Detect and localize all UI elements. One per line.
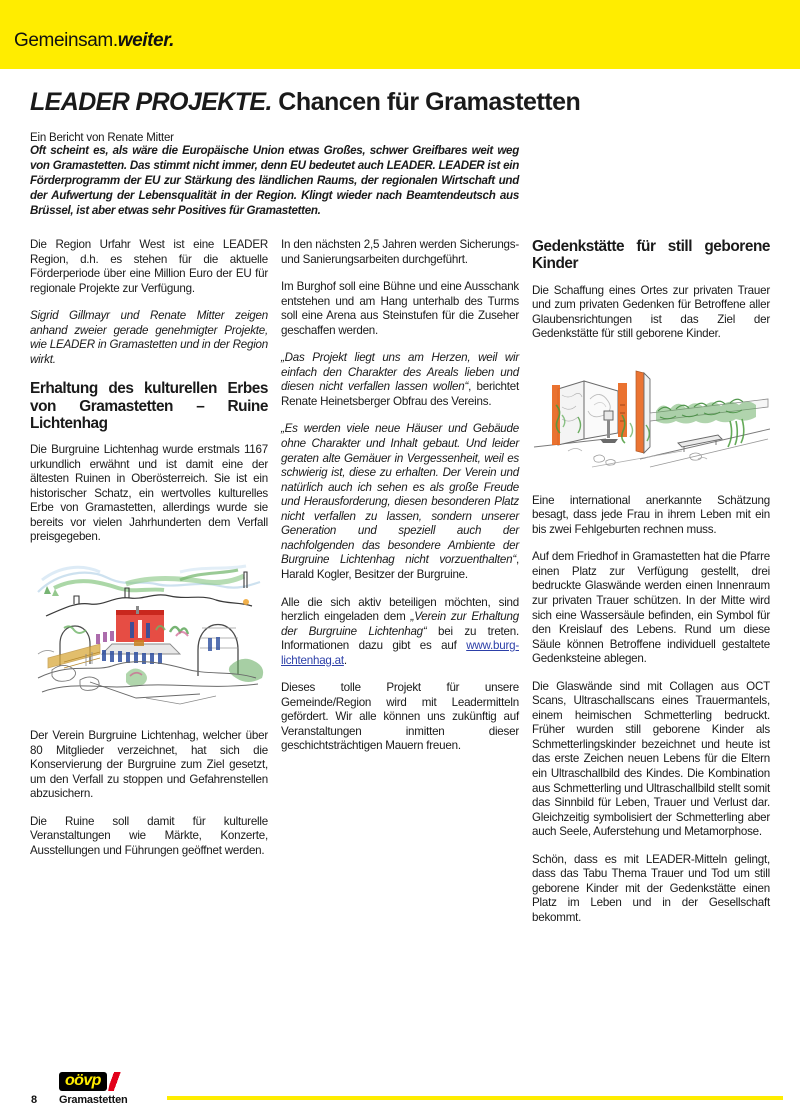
burglichtenhag-website-link[interactable]: www.burg-lichtenhag.at xyxy=(281,639,519,667)
page-content xyxy=(0,89,800,925)
c2-quote-2-attribution: , Harald Kogler, Besitzer der Burgruine. xyxy=(281,553,519,581)
c2-p3-part-a: Alle die sich aktiv beteiligen möchten, sind herzlich eingeladen dem xyxy=(281,595,519,624)
section-heading-lichtenhag: Erhaltung des kulturellen Erbes von Gramastetten – Ruine Lichtenhag xyxy=(30,380,268,432)
page-footer xyxy=(0,1066,800,1118)
page-number: 8 xyxy=(31,1094,38,1106)
masthead-claim-plain: Gemeinsam. xyxy=(14,30,118,51)
byline: Ein Bericht von Renate Mitter xyxy=(30,132,174,145)
c2-quote-1-text: „Das Projekt liegt uns am Herzen, weil wir einfach den Charakter des Areals lieben und diesen nicht verfallen lassen wollen“ xyxy=(281,351,519,394)
c3-paragraph-2: Eine international anerkannte Schätzung besagt, dass jede Frau in ihrem Leben mit ein bis zwei Fehlgeburten rechnen muss. xyxy=(532,493,770,536)
gedenkstaette-sketch-illustration xyxy=(532,355,770,481)
masthead-banner xyxy=(0,0,800,69)
c3-paragraph-3: Auf dem Friedhof in Gramastetten hat die Pfarre einen Platz zur Verfügung gestellt, drei bedruckte Glaswände werden einen Innenraum zur privaten Trauer schützen. In der Mitte wird sich eine Wassersäule befinden, ein Symbol für den Kreislauf des Lebens. Rund um diese Säule können Betroffene individuell gestaltete Gedenksteine ablegen. xyxy=(532,550,770,666)
c2-p3-association-name: „Verein zur Erhaltung der Burgruine Lichtenhag“ xyxy=(281,610,519,638)
c1-paragraph-1: Die Region Urfahr West ist eine LEADER Region, d.h. es stehen für die aktuelle Förderperiode über eine Million Euro der EU für regionale Projekte zur Verfügung. xyxy=(30,238,268,295)
c2-quote-1-attribution: , berichtet Renate Heinetsberger Obfrau des Vereins. xyxy=(281,380,519,408)
logo-box xyxy=(59,1072,107,1091)
headline-lead: LEADER PROJEKTE. xyxy=(30,88,272,116)
logo-slash-icon xyxy=(108,1072,121,1091)
section-heading-gedenkstaette: Gedenkstätte für still geborene Kinder xyxy=(532,238,770,273)
c2-quote-2 xyxy=(281,422,519,582)
c2-paragraph-2: Im Burghof soll eine Bühne und eine Ausschank entstehen und am Hang unterhalb des Turms soll eine Arena aus Steinstufen für die Zuseher geschaffen werden. xyxy=(281,280,519,337)
c3-paragraph-4: Die Glaswände sind mit Collagen aus OCT Scans, Ultraschallscans eines Trauermantels, einem heimischen Schmetterling bedruckt. Früher wurden still geborene Kinder als Schmetterlingskinder bezeichnet und heute ist das erste Zeichen neuen Lebens für die Eltern ein Ultraschallbild des Kindes. Die Kombination aus Schmetterling und Ultraschallbild stellt somit das Sinnbild für Leben, Trauer und Verlust dar. Gleichzeitig symbolisiert der Schmetterling aber auch Seele, Auferstehung und Metamorphose. xyxy=(532,679,770,839)
c2-quote-1 xyxy=(281,351,519,409)
headline-rest: Chancen für Gramastetten xyxy=(271,88,581,116)
masthead-claim-bold: weiter. xyxy=(117,30,175,51)
c2-quote-2-text: „Es werden viele neue Häuser und Gebäude ohne Charakter und Inhalt gebaut. Und leider geraten alte Gemäuer in Vergessenheit, weil es schwierig ist, diese zu erhalten. Der Verein und natürlich auch ich sehen es als große Freude und Herausforderung, diesen besonderen Platz nicht verfallen zu lassen, sondern unserer Generation und speziell auch der nachfolgenden das besondere Ambiente der Burgruine Lichtenhag nicht vorzuenthalten“ xyxy=(281,422,519,567)
c1-paragraph-2: Sigrid Gillmayr und Renate Mitter zeigen anhand zweier gerade genehmigter Projekte, wie LEADER in Gramastetten und in der Region wirkt. xyxy=(30,309,268,366)
c2-p3-part-c: . xyxy=(343,653,347,667)
c1-paragraph-3: Die Burgruine Lichtenhag wurde erstmals 1167 urkundlich erwähnt und ist damit eine der ältesten Ruinen in Oberösterreich. Sie ist ein historischer Schatz, ein wertvolles kulturelles Erbe von Gramastetten, allerdings wurde sie bereits vor vielen Jahrhunderten dem Verfall preisgegeben. xyxy=(30,443,268,544)
oevp-logo xyxy=(59,1072,119,1091)
c3-paragraph-1: Die Schaffung eines Ortes zur privaten Trauer und zum privaten Gedenken für Betroffene aller Glaubensrichtungen ist das Ziel der Gedenkstätte für still geborene Kinder. xyxy=(532,283,770,341)
c1-paragraph-4: Der Verein Burgruine Lichtenhag, welcher über 80 Mitglieder verzeichnet, hat sich die Konservierung der Burgruine zum Ziel gesetzt, um den Verfall zu stoppen und Gefahrenstellen abzusichern. xyxy=(30,728,268,801)
c1-paragraph-5: Die Ruine soll damit für kulturelle Veranstaltungen wie Märkte, Konzerte, Ausstellungen und Führungen geöffnet werden. xyxy=(30,814,268,857)
footer-town-name: Gramastetten xyxy=(59,1094,128,1106)
c3-paragraph-5: Schön, dass es mit LEADER-Mitteln gelingt, dass das Tabu Thema Trauer und Tod um still geborene Kinder mit der Gedenkstätte einen Platz im Leben und in der Gesellschaft bekommt. xyxy=(532,852,770,924)
burgruine-sketch-illustration xyxy=(30,558,268,716)
figure-gedenkstaette-sketch xyxy=(532,355,770,481)
lede-block xyxy=(30,144,519,219)
figure-burgruine-sketch xyxy=(30,558,268,716)
column-3 xyxy=(532,238,770,925)
page-title xyxy=(30,89,770,116)
logo-wordmark: oövp xyxy=(65,1072,101,1089)
c2-paragraph-4: Dieses tolle Projekt für unsere Gemeinde/Region wird mit Leadermitteln gefördert. Wir alle können uns zukünftig auf Veranstaltungen inmitten dieser geschichtsträchtigen Mauern freuen. xyxy=(281,681,519,753)
column-1 xyxy=(30,238,268,858)
c2-paragraph-3 xyxy=(281,596,519,669)
article-columns xyxy=(30,238,770,925)
column-2 xyxy=(281,238,519,754)
c2-paragraph-1: In den nächsten 2,5 Jahren werden Sicherungs- und Sanierungsarbeiten durchgeführt. xyxy=(281,238,519,266)
lede-paragraph: Oft scheint es, als wäre die Europäische Union etwas Großes, schwer Greifbares weit weg von Gramastetten. Das stimmt nicht immer, denn EU bedeutet auch LEADER. LEADER ist ein Förderprogramm der EU zur Stärkung des ländlichen Raums, der regionalen Wirtschaft und der Aufwertung der Lebensqualität in der Region. Klingt wieder nach Beamtendeutsch aus Brüssel, ist aber etwas sehr Positives für Gramastetten. xyxy=(30,144,519,218)
masthead-claim xyxy=(14,30,174,52)
c2-p3-part-b: bei zu treten. Informationen dazu gibt es auf xyxy=(281,624,520,653)
footer-yellow-rule xyxy=(167,1096,783,1100)
